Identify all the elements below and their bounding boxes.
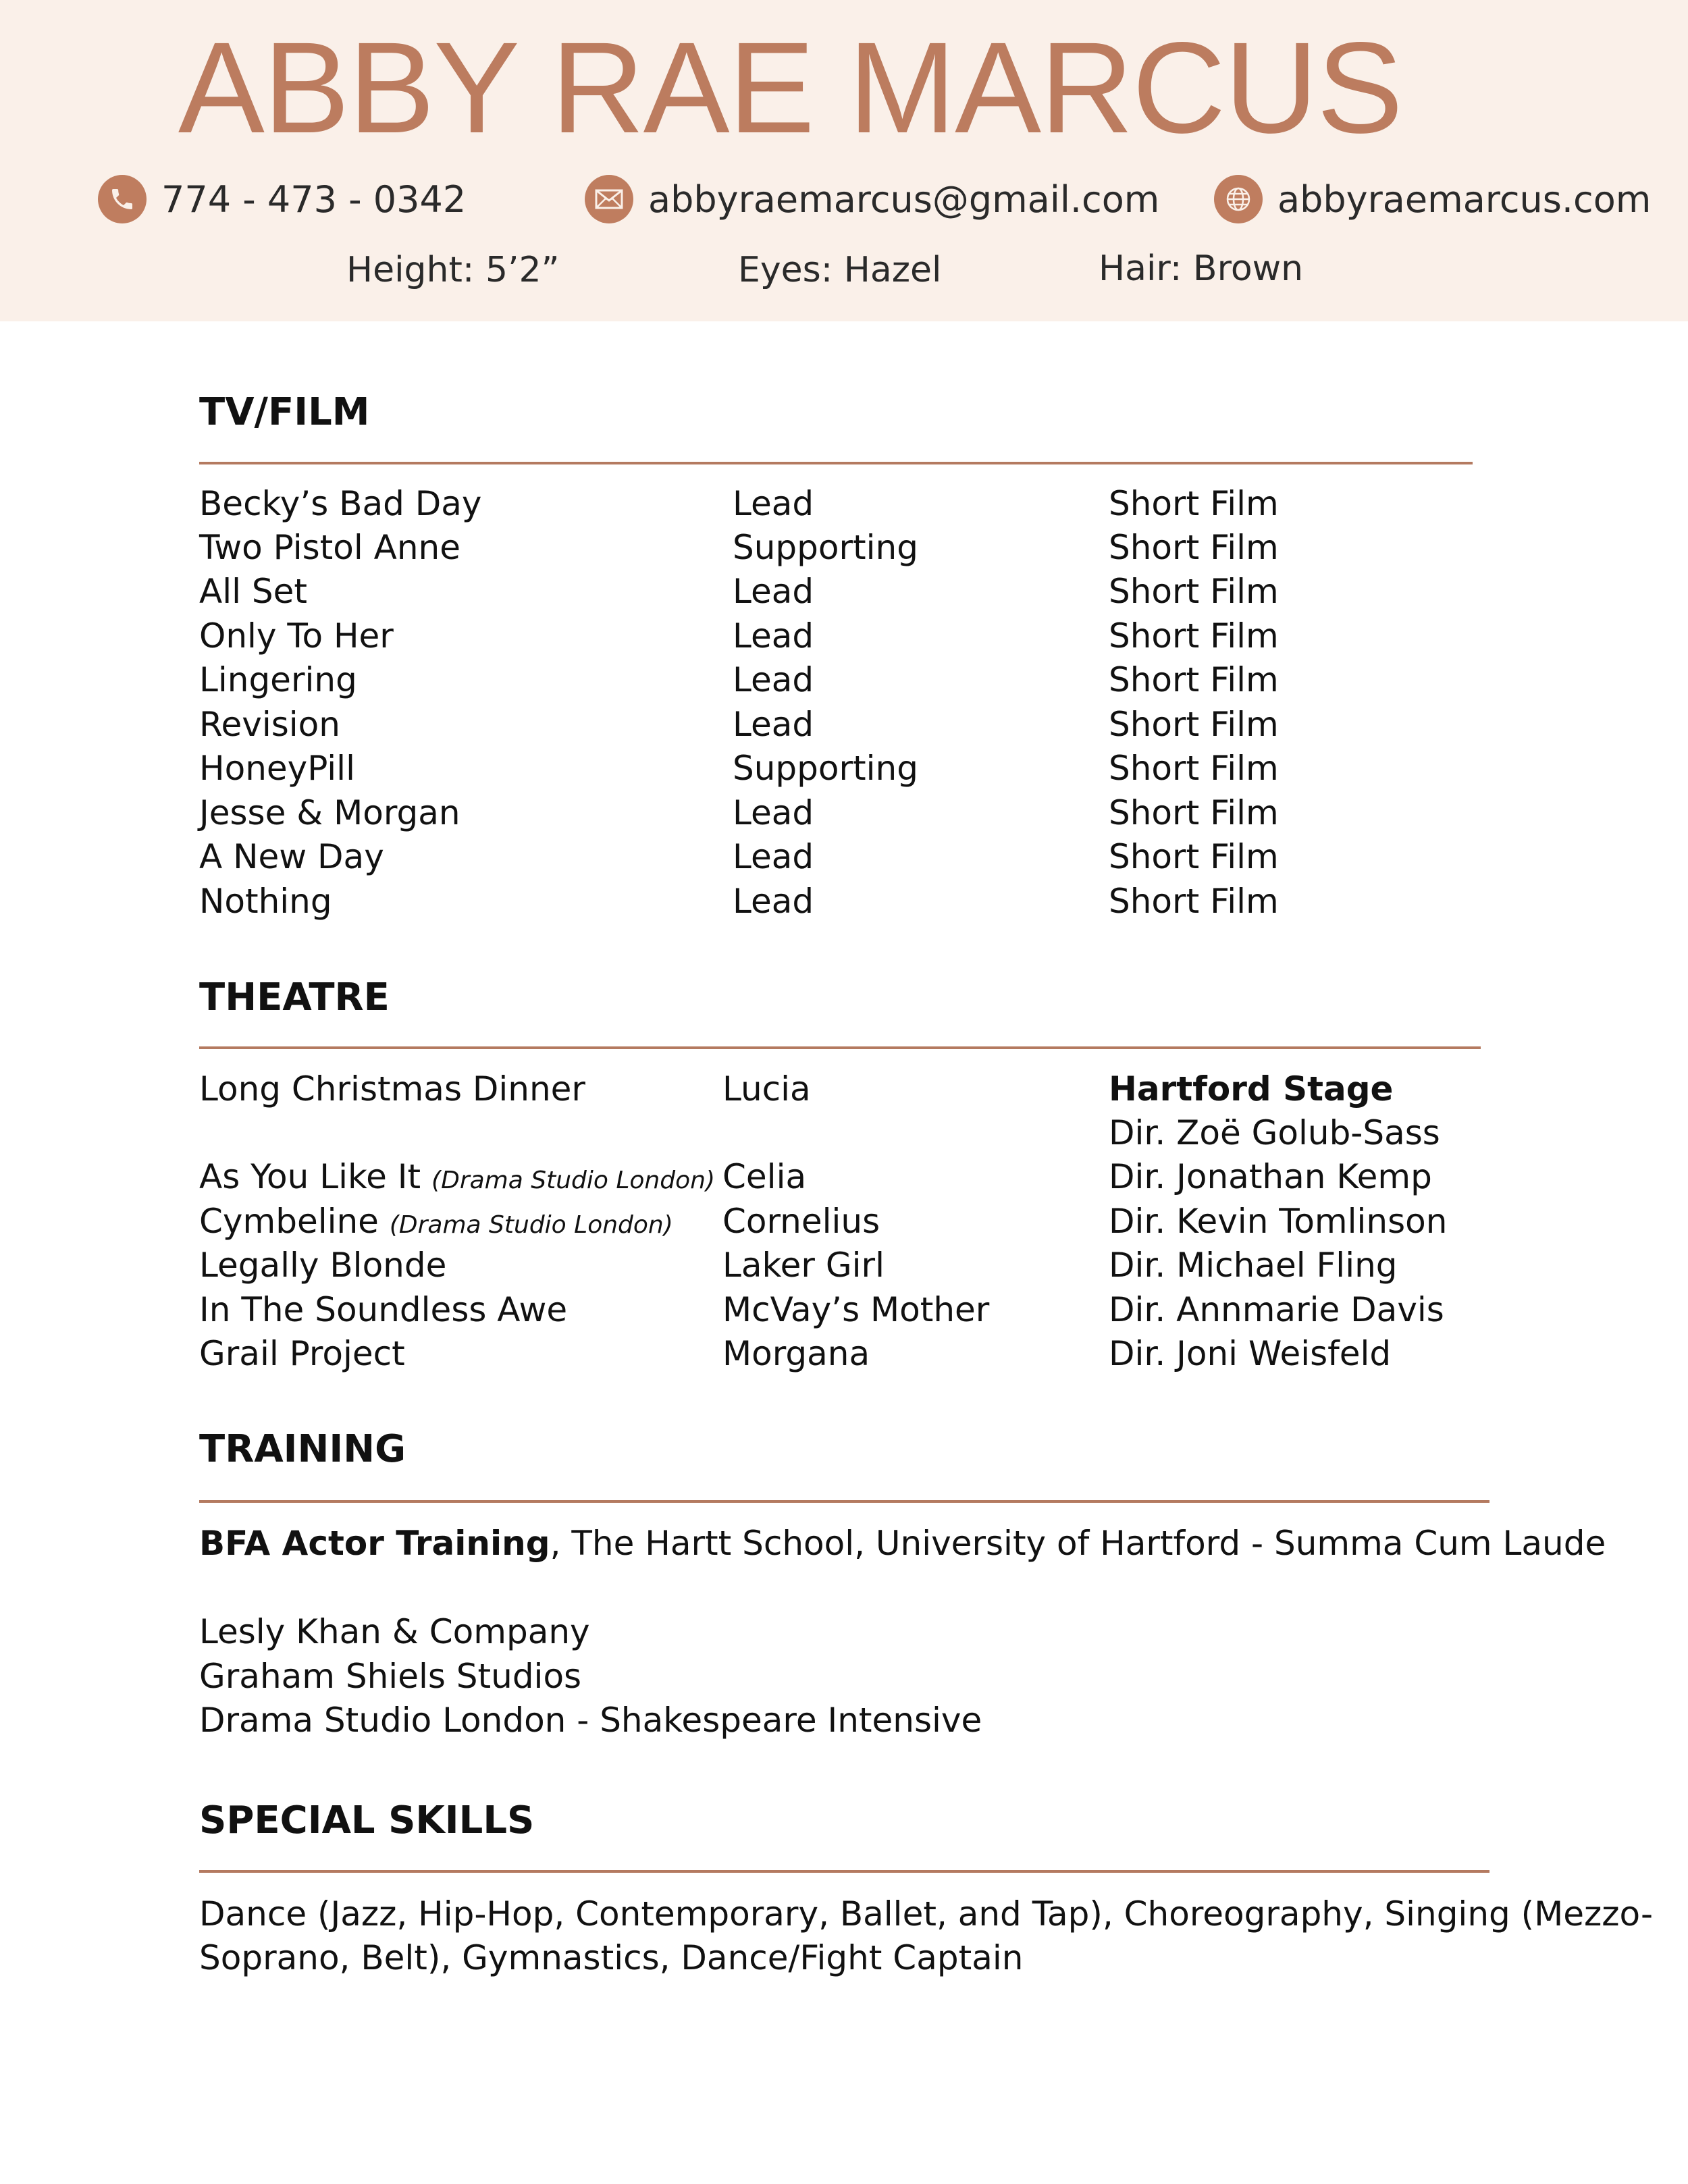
show-title: Legally Blonde [199, 1246, 447, 1285]
credit-row [0, 834, 1688, 879]
credit-role: Lead [733, 793, 814, 832]
credit-row [0, 569, 1688, 614]
credit-role: Lead [733, 572, 814, 611]
skills-heading: SPECIAL SKILLS [199, 1799, 535, 1842]
credit-row [0, 702, 1688, 747]
credit-role: Lead [733, 660, 814, 699]
credit-role: Lead [733, 484, 814, 523]
show-director: Dir. Michael Fling [1109, 1246, 1398, 1285]
show-title [199, 1067, 585, 1111]
show-director: Dir. Jonathan Kemp [1109, 1157, 1432, 1196]
show-director: Dir. Annmarie Davis [1109, 1290, 1444, 1329]
email-contact [585, 172, 1159, 226]
email-address[interactable]: abbyraemarcus@gmail.com [648, 178, 1160, 221]
credit-role: Lead [733, 837, 814, 876]
show-role: McVay’s Mother [722, 1290, 990, 1329]
theatre-row [0, 1199, 1688, 1244]
credit-title: HoneyPill [199, 749, 355, 788]
theatre-row [0, 1154, 1688, 1199]
credit-role: Supporting [733, 528, 918, 567]
show-name: Cymbeline [199, 1202, 390, 1241]
credit-title: Becky’s Bad Day [199, 484, 482, 523]
credit-title: Only To Her [199, 616, 394, 656]
show-role: Lucia [722, 1069, 811, 1109]
credit-title: Lingering [199, 660, 357, 699]
training-divider [199, 1500, 1489, 1503]
tvfilm-heading: TV/FILM [199, 390, 370, 434]
show-note: (Drama Studio London) [389, 1211, 673, 1239]
credit-title: Nothing [199, 882, 332, 921]
show-role: Celia [722, 1157, 807, 1196]
skills-text: Soprano, Belt), Gymnastics, Dance/Fight Captain [199, 1938, 1024, 1977]
show-title: In The Soundless Awe [199, 1290, 568, 1329]
show-name: As You Like It [199, 1157, 432, 1196]
credit-role: Lead [733, 882, 814, 921]
show-director: Dir. Kevin Tomlinson [1109, 1202, 1448, 1241]
credit-title: All Set [199, 572, 307, 611]
header-band [0, 0, 1688, 321]
credit-row [0, 481, 1688, 526]
credit-row [0, 614, 1688, 658]
theatre-row [0, 1067, 1688, 1111]
show-director: Dir. Joni Weisfeld [1109, 1334, 1392, 1373]
credit-role: Supporting [733, 749, 918, 788]
training-item: Lesly Khan & Company [199, 1612, 590, 1651]
phone-icon [98, 175, 147, 223]
credit-type: Short Film [1109, 705, 1279, 744]
training-item: Graham Shiels Studios [199, 1657, 582, 1696]
show-title: Grail Project [199, 1334, 405, 1373]
skills-divider [199, 1870, 1489, 1873]
credit-type: Short Film [1109, 528, 1279, 567]
phone-contact [98, 172, 466, 226]
show-role: Cornelius [722, 1202, 880, 1241]
credit-title: Two Pistol Anne [199, 528, 460, 567]
credit-title: Jesse & Morgan [199, 793, 460, 832]
show-title [199, 1154, 715, 1203]
degree-line [199, 1521, 1606, 1566]
show-role: Morgana [722, 1334, 870, 1373]
credit-type: Short Film [1109, 793, 1279, 832]
credit-type: Short Film [1109, 616, 1279, 656]
credit-row [0, 525, 1688, 570]
credit-type: Short Film [1109, 837, 1279, 876]
credit-row [0, 746, 1688, 791]
website-url[interactable]: abbyraemarcus.com [1277, 178, 1652, 221]
show-name: Long Christmas Dinner [199, 1069, 585, 1109]
credit-type: Short Film [1109, 749, 1279, 788]
training-item: Drama Studio London - Shakespeare Intensive [199, 1701, 982, 1740]
show-title [199, 1199, 673, 1248]
height-stat: Height: 5’2” [346, 250, 560, 290]
actor-name: ABBY RAE MARCUS [178, 15, 1402, 160]
show-director: Dir. Zoë Golub-Sass [1109, 1113, 1440, 1152]
hair-stat: Hair: Brown [1099, 248, 1304, 289]
globe-icon [1214, 175, 1263, 223]
envelope-icon [585, 175, 633, 223]
credit-type: Short Film [1109, 572, 1279, 611]
skills-text: Dance (Jazz, Hip-Hop, Contemporary, Ballet, and Tap), Choreography, Singing (Mezzo- [199, 1894, 1654, 1934]
degree-school: , The Hartt School, University of Hartford - Summa Cum Laude [550, 1524, 1606, 1563]
show-venue: Hartford Stage [1109, 1069, 1394, 1109]
theatre-row [0, 1243, 1688, 1287]
credit-row [0, 879, 1688, 924]
phone-number: 774 - 473 - 0342 [161, 178, 467, 221]
credit-title: Revision [199, 705, 340, 744]
show-note: (Drama Studio London) [431, 1167, 715, 1194]
theatre-row [0, 1111, 1688, 1155]
theatre-row [0, 1331, 1688, 1376]
credit-title: A New Day [199, 837, 384, 876]
website-contact [1214, 172, 1651, 226]
theatre-divider [199, 1046, 1481, 1049]
credit-row [0, 791, 1688, 835]
credit-role: Lead [733, 616, 814, 656]
theatre-row [0, 1287, 1688, 1332]
credit-row [0, 658, 1688, 702]
eyes-stat: Eyes: Hazel [738, 250, 942, 290]
credit-type: Short Film [1109, 660, 1279, 699]
show-role: Laker Girl [722, 1246, 885, 1285]
credit-type: Short Film [1109, 882, 1279, 921]
credit-type: Short Film [1109, 484, 1279, 523]
credit-role: Lead [733, 705, 814, 744]
theatre-heading: THEATRE [199, 976, 390, 1019]
degree-name: BFA Actor Training [199, 1524, 550, 1563]
training-heading: TRAINING [199, 1427, 406, 1471]
tvfilm-divider [199, 462, 1473, 464]
